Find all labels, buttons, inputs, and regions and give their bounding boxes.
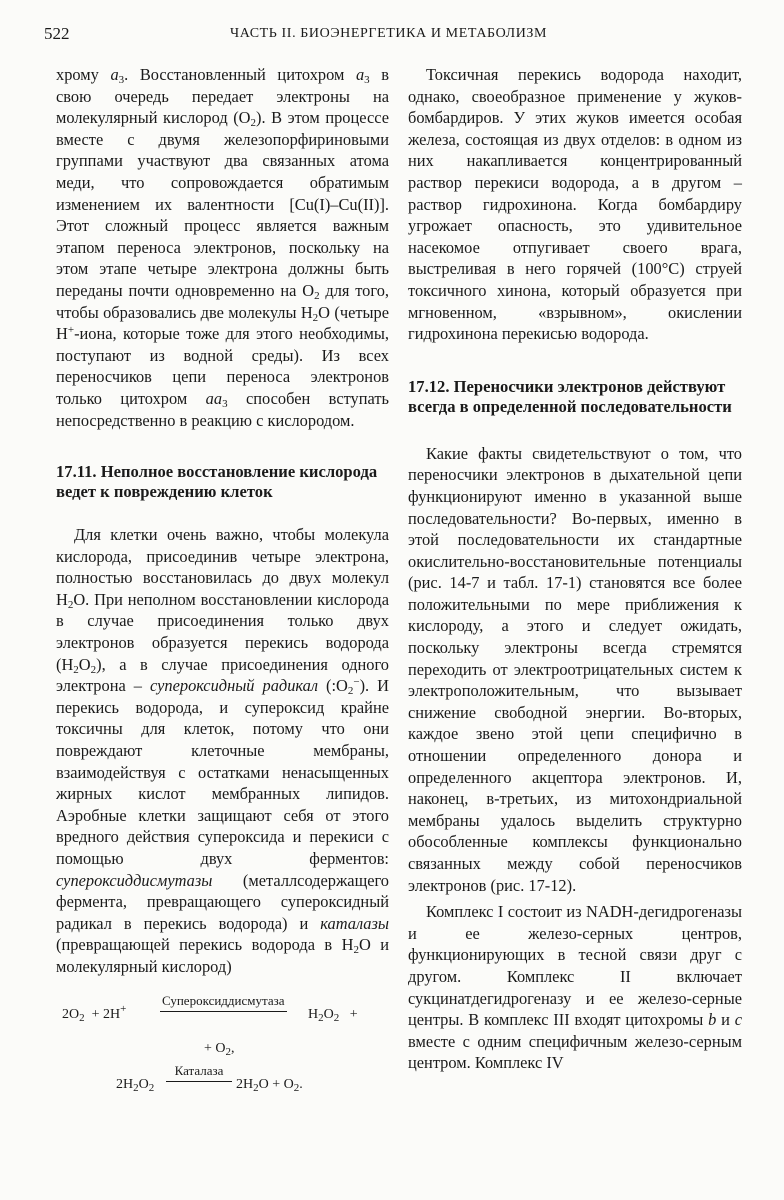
section-heading-17-11: 17.11. Неполное восстановление кислорода ведет к повреждению клеток: [56, 462, 378, 502]
right-column: [408, 64, 742, 1074]
equation-2-reactants: $2H_2O_2$: [116, 1076, 155, 1094]
paragraph-cytochrome-a3: хрому $a_3$. Восстановленный цитохром $a_3$ в свою очередь передает электроны на молекулярный кислород $(O_2)$. В этом процессе вместе с двумя железопорфириновыми группами участвуют два связанных атома меди, что сопровождается обратимым изменением их валентности [Cu(I)–Cu(II)]. Этот сложный процесс является важным этапом переноса электронов, поскольку на этом этапе четыре электрона должны быть переданы почти одновременно на $O_2$ для того, чтобы образовались две молекулы $H_2O$ (четыре H+-иона, которые тоже для этого необходимы, поступают из водной среды). Из всех переносчиков цепи переноса электронов только цитохром $aa_3$ способен вступать непосредственно в реакцию с кислородом.: [56, 65, 390, 430]
paragraph-bombardier-beetle: Токсичная перекись водорода находит, однако, своеобразное применение у жуков-бомбардиров. У этих жуков имеется особая железа, состоящая из двух отделов: в одном из них накапливается концентрированный раствор перекиси водорода, а в другом – раствор гидрохинона. Когда бомбардиру угрожает опасность, это удивительное насекомое отпугивает своего врага, выстреливая в него горячей (100°C) струей токсичного хинона, который образуется при мгновенном, «взрывном», окислении гидрохинона перекисью водорода.: [408, 65, 742, 344]
paragraph-carrier-sequence: Какие факты свидетельствуют о том, что переносчики электронов в дыхательной цепи функционируют именно в указанной выше последовательности? Во-первых, именно в этой последовательности их стандартные окислительно-восстановительные потенциалы (рис. 14-7 и табл. 17-1) становятся все более положительными по мере приближения к кислороду, а этого и следует ожидать, поскольку электроны всегда стремятся переходить от электроотрицательных систем к электроположительным, что вызывает снижение свободной энергии. Во-вторых, каждое звено этой цепи специфично в отношении определенного донора и определенного акцептора электронов. И, наконец, в-третьих, из митохондриальной мембраны удалось выделить структурно обособленные комплексы функционально связанных между собой переносчиков электронов (рис. 17-12).: [408, 443, 742, 895]
enzyme-catalase: Каталаза: [166, 1062, 232, 1082]
page-header: [44, 24, 744, 48]
equation-1-products: $H_2O_2$ +: [308, 1006, 358, 1024]
equation-1-continuation: + $O_2$,: [204, 1040, 235, 1058]
section-heading-17-12: 17.12. Переносчики электронов действуют всегда в определенной последовательности: [408, 376, 732, 416]
reaction-equations: [56, 992, 389, 1112]
left-column: [56, 64, 389, 1112]
page-number: 522: [44, 24, 70, 43]
paragraph-incomplete-reduction: Для клетки очень важно, чтобы молекула кислорода, присоединив четыре электрона, полностью восстановилась до двух молекул $H_2O$. При неполном восстановлении кислорода в случае присоединения только двух электронов образуется перекись водорода $(H_2O_2)$, а в случае присоединения одного электрона – супероксидный радикал $(:O_2^-)$. И перекись водорода, и супероксид крайне токсичны для клеток, потому что они повреждают клеточные мембраны, взаимодействуя с остатками ненасыщенных жирных кислот мембранных липидов. Аэробные клетки защищают себя от этого вредного действия супероксида и перекиси с помощью двух ферментов: супероксиддисмутазы (металлсодержащего фермента, превращающего супероксидный радикал в перекись водорода) и каталазы (превращающей перекись водорода в $H_2O$ и молекулярный кислород): [56, 525, 389, 976]
equation-2-products: $2H_2O + O_2$.: [236, 1076, 303, 1094]
equation-1-reactants: $2O_2 + 2H^+$: [62, 1002, 127, 1024]
running-head: ЧАСТЬ II. БИОЭНЕРГЕТИКА И МЕТАБОЛИЗМ: [230, 26, 548, 41]
paragraph-complexes: Комплекс I состоит из NADH-дегидрогеназы и ее железо-серных центров, функционирующих в тесной связи друг с другом. Комплекс II включает сукцинатдегидрогеназу и ее железо-серные центры. В комплекс III входят цитохромы b и c вместе с одним специфичным железо-серным центром. Комплекс IV: [408, 902, 742, 1073]
enzyme-superoxide-dismutase: Супероксиддисмутаза: [160, 992, 287, 1012]
